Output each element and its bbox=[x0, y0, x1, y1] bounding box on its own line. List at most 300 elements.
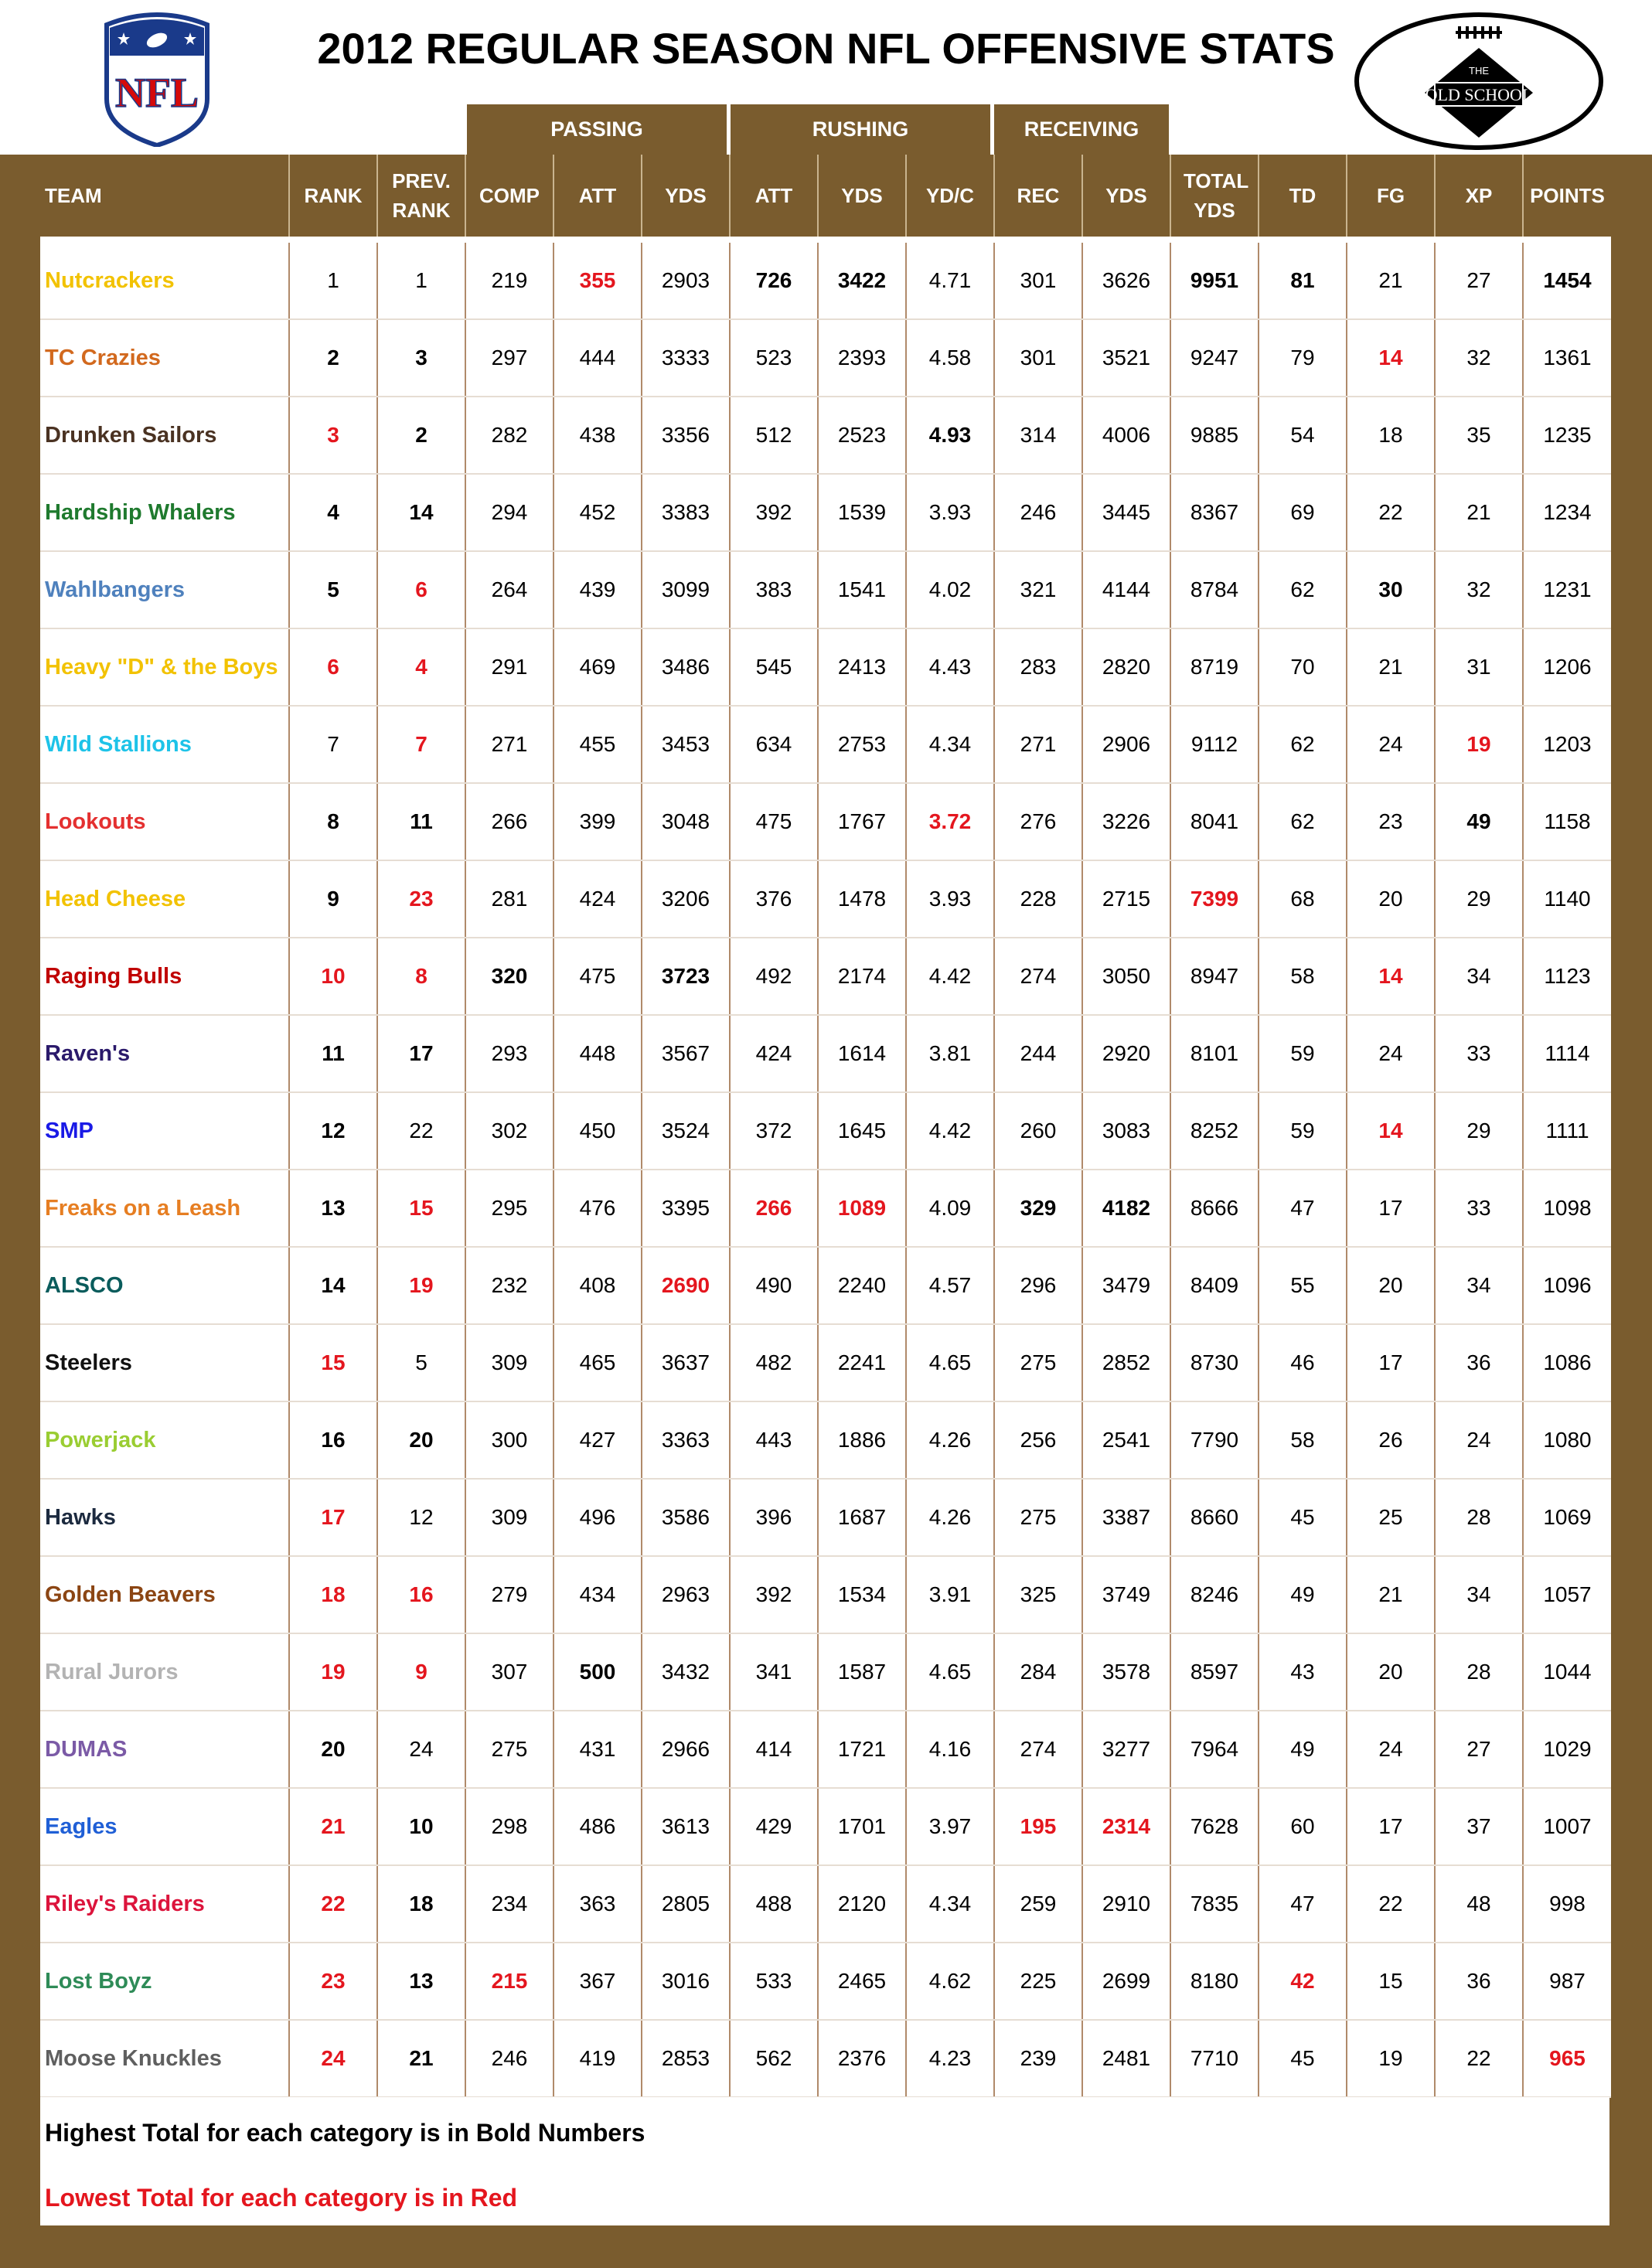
cell-rec-rec: 329 bbox=[994, 1170, 1082, 1247]
cell-xp: 21 bbox=[1435, 474, 1523, 551]
cell-rush-att: 392 bbox=[730, 474, 818, 551]
team-name: Powerjack bbox=[40, 1401, 289, 1479]
cell-total-yds: 8719 bbox=[1170, 628, 1259, 706]
cell-fg: 14 bbox=[1347, 938, 1435, 1015]
cell-rank: 2 bbox=[289, 319, 377, 397]
cell-xp: 36 bbox=[1435, 1324, 1523, 1401]
col-td: TD bbox=[1259, 155, 1347, 240]
cell-total-yds: 8947 bbox=[1170, 938, 1259, 1015]
cell-prev-rank: 5 bbox=[377, 1324, 465, 1401]
cell-td: 42 bbox=[1259, 1943, 1347, 2020]
cell-total-yds: 7710 bbox=[1170, 2020, 1259, 2097]
cell-pass-att: 455 bbox=[554, 706, 642, 783]
cell-xp: 22 bbox=[1435, 2020, 1523, 2097]
cell-points: 1234 bbox=[1523, 474, 1611, 551]
cell-rec-rec: 283 bbox=[994, 628, 1082, 706]
cell-pass-comp: 298 bbox=[465, 1788, 554, 1865]
col-xp: XP bbox=[1435, 155, 1523, 240]
cell-xp: 34 bbox=[1435, 1556, 1523, 1633]
cell-points: 1123 bbox=[1523, 938, 1611, 1015]
cell-rush-yds: 2240 bbox=[818, 1247, 906, 1324]
cell-pass-yds: 3432 bbox=[642, 1633, 730, 1711]
cell-fg: 30 bbox=[1347, 551, 1435, 628]
cell-rush-ydc: 4.57 bbox=[906, 1247, 994, 1324]
cell-pass-yds: 2963 bbox=[642, 1556, 730, 1633]
cell-xp: 32 bbox=[1435, 319, 1523, 397]
page-title: 2012 REGULAR SEASON NFL OFFENSIVE STATS bbox=[317, 24, 1335, 73]
cell-rec-yds: 4144 bbox=[1082, 551, 1170, 628]
cell-xp: 29 bbox=[1435, 860, 1523, 938]
cell-rush-att: 523 bbox=[730, 319, 818, 397]
cell-pass-yds: 3637 bbox=[642, 1324, 730, 1401]
cell-points: 1086 bbox=[1523, 1324, 1611, 1401]
cell-td: 69 bbox=[1259, 474, 1347, 551]
cell-pass-att: 431 bbox=[554, 1711, 642, 1788]
team-name: Head Cheese bbox=[40, 860, 289, 938]
cell-fg: 24 bbox=[1347, 1015, 1435, 1092]
cell-pass-comp: 232 bbox=[465, 1247, 554, 1324]
team-name: Wild Stallions bbox=[40, 706, 289, 783]
cell-rec-rec: 271 bbox=[994, 706, 1082, 783]
cell-pass-comp: 271 bbox=[465, 706, 554, 783]
cell-td: 60 bbox=[1259, 1788, 1347, 1865]
cell-rush-ydc: 4.26 bbox=[906, 1401, 994, 1479]
cell-pass-yds: 3723 bbox=[642, 938, 730, 1015]
cell-xp: 37 bbox=[1435, 1788, 1523, 1865]
table-row bbox=[40, 1247, 1611, 1324]
cell-pass-comp: 302 bbox=[465, 1092, 554, 1170]
cell-rush-att: 482 bbox=[730, 1324, 818, 1401]
cell-rush-ydc: 3.93 bbox=[906, 474, 994, 551]
cell-rec-rec: 301 bbox=[994, 240, 1082, 319]
cell-fg: 24 bbox=[1347, 1711, 1435, 1788]
cell-rec-yds: 3578 bbox=[1082, 1633, 1170, 1711]
cell-pass-yds: 2903 bbox=[642, 240, 730, 319]
col-rec-rec: REC bbox=[994, 155, 1082, 240]
team-name: Heavy "D" & the Boys bbox=[40, 628, 289, 706]
cell-td: 49 bbox=[1259, 1556, 1347, 1633]
cell-rank: 14 bbox=[289, 1247, 377, 1324]
cell-fg: 25 bbox=[1347, 1479, 1435, 1556]
cell-rec-yds: 2699 bbox=[1082, 1943, 1170, 2020]
cell-pass-att: 444 bbox=[554, 319, 642, 397]
cell-xp: 31 bbox=[1435, 628, 1523, 706]
cell-rank: 4 bbox=[289, 474, 377, 551]
team-name: Hardship Whalers bbox=[40, 474, 289, 551]
cell-pass-comp: 219 bbox=[465, 240, 554, 319]
cell-rush-att: 383 bbox=[730, 551, 818, 628]
cell-rec-yds: 2541 bbox=[1082, 1401, 1170, 1479]
cell-xp: 29 bbox=[1435, 1092, 1523, 1170]
cell-total-yds: 9247 bbox=[1170, 319, 1259, 397]
cell-total-yds: 7790 bbox=[1170, 1401, 1259, 1479]
cell-xp: 27 bbox=[1435, 1711, 1523, 1788]
table-row bbox=[40, 1092, 1611, 1170]
cell-points: 1096 bbox=[1523, 1247, 1611, 1324]
cell-rec-rec: 246 bbox=[994, 474, 1082, 551]
table-row bbox=[40, 783, 1611, 860]
table-row bbox=[40, 1556, 1611, 1633]
cell-rec-rec: 274 bbox=[994, 938, 1082, 1015]
team-name: DUMAS bbox=[40, 1711, 289, 1788]
cell-rank: 15 bbox=[289, 1324, 377, 1401]
cell-xp: 32 bbox=[1435, 551, 1523, 628]
team-name: SMP bbox=[40, 1092, 289, 1170]
cell-prev-rank: 7 bbox=[377, 706, 465, 783]
cell-rush-ydc: 3.93 bbox=[906, 860, 994, 938]
cell-rush-att: 396 bbox=[730, 1479, 818, 1556]
cell-xp: 24 bbox=[1435, 1401, 1523, 1479]
col-team: TEAM bbox=[45, 184, 102, 207]
team-name: Eagles bbox=[40, 1788, 289, 1865]
cell-rec-yds: 3050 bbox=[1082, 938, 1170, 1015]
cell-rush-ydc: 4.42 bbox=[906, 938, 994, 1015]
cell-prev-rank: 19 bbox=[377, 1247, 465, 1324]
cell-pass-att: 465 bbox=[554, 1324, 642, 1401]
cell-rush-ydc: 4.23 bbox=[906, 2020, 994, 2097]
cell-td: 45 bbox=[1259, 1479, 1347, 1556]
cell-points: 1203 bbox=[1523, 706, 1611, 783]
cell-prev-rank: 9 bbox=[377, 1633, 465, 1711]
cell-points: 1057 bbox=[1523, 1556, 1611, 1633]
cell-td: 49 bbox=[1259, 1711, 1347, 1788]
cell-prev-rank: 4 bbox=[377, 628, 465, 706]
cell-points: 1361 bbox=[1523, 319, 1611, 397]
cell-pass-att: 399 bbox=[554, 783, 642, 860]
cell-rec-yds: 3083 bbox=[1082, 1092, 1170, 1170]
cell-rec-rec: 275 bbox=[994, 1479, 1082, 1556]
cell-pass-comp: 281 bbox=[465, 860, 554, 938]
cell-rush-yds: 1614 bbox=[818, 1015, 906, 1092]
cell-pass-comp: 307 bbox=[465, 1633, 554, 1711]
old-school-football-logo bbox=[1351, 9, 1606, 153]
col-rank: RANK bbox=[289, 155, 377, 240]
cell-rec-yds: 2910 bbox=[1082, 1865, 1170, 1943]
cell-fg: 18 bbox=[1347, 397, 1435, 474]
cell-fg: 21 bbox=[1347, 240, 1435, 319]
cell-td: 59 bbox=[1259, 1015, 1347, 1092]
cell-rec-rec: 228 bbox=[994, 860, 1082, 938]
cell-pass-comp: 266 bbox=[465, 783, 554, 860]
cell-rec-yds: 3387 bbox=[1082, 1479, 1170, 1556]
cell-rush-ydc: 4.65 bbox=[906, 1633, 994, 1711]
cell-td: 58 bbox=[1259, 938, 1347, 1015]
cell-total-yds: 9112 bbox=[1170, 706, 1259, 783]
table-body bbox=[40, 240, 1611, 2097]
cell-points: 1114 bbox=[1523, 1015, 1611, 1092]
cell-rush-att: 634 bbox=[730, 706, 818, 783]
team-name: Freaks on a Leash bbox=[40, 1170, 289, 1247]
col-pass-att: ATT bbox=[554, 155, 642, 240]
cell-rec-yds: 2314 bbox=[1082, 1788, 1170, 1865]
cell-rush-att: 372 bbox=[730, 1092, 818, 1170]
cell-total-yds: 8367 bbox=[1170, 474, 1259, 551]
cell-prev-rank: 6 bbox=[377, 551, 465, 628]
cell-rec-yds: 3626 bbox=[1082, 240, 1170, 319]
table-row bbox=[40, 319, 1611, 397]
col-fg: FG bbox=[1347, 155, 1435, 240]
cell-prev-rank: 21 bbox=[377, 2020, 465, 2097]
cell-total-yds: 8660 bbox=[1170, 1479, 1259, 1556]
cell-td: 79 bbox=[1259, 319, 1347, 397]
cell-rec-rec: 301 bbox=[994, 319, 1082, 397]
cell-total-yds: 7399 bbox=[1170, 860, 1259, 938]
cell-rush-ydc: 4.43 bbox=[906, 628, 994, 706]
cell-rush-att: 545 bbox=[730, 628, 818, 706]
cell-pass-yds: 2853 bbox=[642, 2020, 730, 2097]
cell-rush-att: 429 bbox=[730, 1788, 818, 1865]
cell-td: 62 bbox=[1259, 706, 1347, 783]
table-row bbox=[40, 1633, 1611, 1711]
cell-pass-yds: 3613 bbox=[642, 1788, 730, 1865]
cell-total-yds: 8409 bbox=[1170, 1247, 1259, 1324]
cell-pass-att: 450 bbox=[554, 1092, 642, 1170]
cell-pass-yds: 3206 bbox=[642, 860, 730, 938]
svg-text:THE: THE bbox=[1469, 65, 1489, 77]
cell-fg: 22 bbox=[1347, 1865, 1435, 1943]
cell-rec-rec: 195 bbox=[994, 1788, 1082, 1865]
cell-rush-att: 341 bbox=[730, 1633, 818, 1711]
cell-xp: 34 bbox=[1435, 938, 1523, 1015]
cell-total-yds: 8730 bbox=[1170, 1324, 1259, 1401]
cell-rush-ydc: 4.34 bbox=[906, 1865, 994, 1943]
cell-rush-yds: 1587 bbox=[818, 1633, 906, 1711]
cell-rush-att: 376 bbox=[730, 860, 818, 938]
stats-table bbox=[40, 155, 1611, 2098]
cell-fg: 15 bbox=[1347, 1943, 1435, 2020]
cell-prev-rank: 10 bbox=[377, 1788, 465, 1865]
cell-total-yds: 8246 bbox=[1170, 1556, 1259, 1633]
cell-points: 1069 bbox=[1523, 1479, 1611, 1556]
cell-rec-yds: 3479 bbox=[1082, 1247, 1170, 1324]
cell-points: 1231 bbox=[1523, 551, 1611, 628]
cell-rank: 8 bbox=[289, 783, 377, 860]
cell-fg: 20 bbox=[1347, 1247, 1435, 1324]
cell-pass-att: 475 bbox=[554, 938, 642, 1015]
cell-pass-att: 486 bbox=[554, 1788, 642, 1865]
cell-rush-ydc: 4.71 bbox=[906, 240, 994, 319]
cell-rec-rec: 244 bbox=[994, 1015, 1082, 1092]
cell-rush-ydc: 4.26 bbox=[906, 1479, 994, 1556]
cell-pass-yds: 3383 bbox=[642, 474, 730, 551]
cell-rush-ydc: 3.97 bbox=[906, 1788, 994, 1865]
cell-points: 1098 bbox=[1523, 1170, 1611, 1247]
cell-rush-att: 475 bbox=[730, 783, 818, 860]
cell-pass-comp: 309 bbox=[465, 1324, 554, 1401]
cell-xp: 19 bbox=[1435, 706, 1523, 783]
cell-rank: 6 bbox=[289, 628, 377, 706]
cell-fg: 21 bbox=[1347, 628, 1435, 706]
cell-rush-ydc: 4.62 bbox=[906, 1943, 994, 2020]
cell-total-yds: 7835 bbox=[1170, 1865, 1259, 1943]
cell-rush-att: 488 bbox=[730, 1865, 818, 1943]
team-name: Raven's bbox=[40, 1015, 289, 1092]
cell-td: 55 bbox=[1259, 1247, 1347, 1324]
cell-xp: 34 bbox=[1435, 1247, 1523, 1324]
col-rush-yds: YDS bbox=[818, 155, 906, 240]
cell-points: 1029 bbox=[1523, 1711, 1611, 1788]
cell-prev-rank: 22 bbox=[377, 1092, 465, 1170]
cell-rush-ydc: 4.16 bbox=[906, 1711, 994, 1788]
cell-rec-yds: 4006 bbox=[1082, 397, 1170, 474]
cell-pass-att: 434 bbox=[554, 1556, 642, 1633]
cell-fg: 21 bbox=[1347, 1556, 1435, 1633]
cell-prev-rank: 18 bbox=[377, 1865, 465, 1943]
cell-td: 68 bbox=[1259, 860, 1347, 938]
cell-rank: 9 bbox=[289, 860, 377, 938]
cell-rush-ydc: 3.72 bbox=[906, 783, 994, 860]
cell-xp: 33 bbox=[1435, 1015, 1523, 1092]
cell-pass-att: 424 bbox=[554, 860, 642, 938]
cell-pass-att: 476 bbox=[554, 1170, 642, 1247]
col-pass-yds: YDS bbox=[642, 155, 730, 240]
cell-pass-comp: 320 bbox=[465, 938, 554, 1015]
cell-prev-rank: 15 bbox=[377, 1170, 465, 1247]
cell-total-yds: 9951 bbox=[1170, 240, 1259, 319]
cell-fg: 19 bbox=[1347, 2020, 1435, 2097]
cell-points: 1044 bbox=[1523, 1633, 1611, 1711]
cell-points: 1140 bbox=[1523, 860, 1611, 938]
cell-td: 62 bbox=[1259, 551, 1347, 628]
cell-xp: 28 bbox=[1435, 1479, 1523, 1556]
cell-xp: 35 bbox=[1435, 397, 1523, 474]
cell-fg: 22 bbox=[1347, 474, 1435, 551]
col-rush-att: ATT bbox=[730, 155, 818, 240]
table-row bbox=[40, 1788, 1611, 1865]
table-row bbox=[40, 1479, 1611, 1556]
cell-prev-rank: 3 bbox=[377, 319, 465, 397]
cell-rec-yds: 4182 bbox=[1082, 1170, 1170, 1247]
cell-pass-comp: 264 bbox=[465, 551, 554, 628]
cell-pass-yds: 3333 bbox=[642, 319, 730, 397]
cell-rush-yds: 2174 bbox=[818, 938, 906, 1015]
col-prev-rank bbox=[377, 155, 465, 240]
cell-td: 47 bbox=[1259, 1865, 1347, 1943]
cell-rush-yds: 2753 bbox=[818, 706, 906, 783]
cell-rush-yds: 2393 bbox=[818, 319, 906, 397]
cell-fg: 26 bbox=[1347, 1401, 1435, 1479]
cell-rec-rec: 325 bbox=[994, 1556, 1082, 1633]
cell-pass-comp: 246 bbox=[465, 2020, 554, 2097]
cell-pass-att: 355 bbox=[554, 240, 642, 319]
table-row bbox=[40, 1401, 1611, 1479]
group-passing: PASSING bbox=[467, 104, 727, 155]
cell-pass-yds: 2966 bbox=[642, 1711, 730, 1788]
cell-rush-yds: 2241 bbox=[818, 1324, 906, 1401]
team-name: Lost Boyz bbox=[40, 1943, 289, 2020]
cell-rank: 24 bbox=[289, 2020, 377, 2097]
table-row bbox=[40, 474, 1611, 551]
cell-rec-rec: 274 bbox=[994, 1711, 1082, 1788]
cell-rush-att: 726 bbox=[730, 240, 818, 319]
cell-rec-rec: 259 bbox=[994, 1865, 1082, 1943]
cell-rush-ydc: 4.09 bbox=[906, 1170, 994, 1247]
cell-rush-att: 512 bbox=[730, 397, 818, 474]
cell-pass-att: 367 bbox=[554, 1943, 642, 2020]
cell-total-yds: 8101 bbox=[1170, 1015, 1259, 1092]
cell-pass-comp: 215 bbox=[465, 1943, 554, 2020]
cell-rush-yds: 1478 bbox=[818, 860, 906, 938]
cell-fg: 17 bbox=[1347, 1788, 1435, 1865]
table-row bbox=[40, 1324, 1611, 1401]
cell-pass-att: 452 bbox=[554, 474, 642, 551]
cell-rush-yds: 1534 bbox=[818, 1556, 906, 1633]
cell-rush-att: 490 bbox=[730, 1247, 818, 1324]
cell-pass-yds: 3524 bbox=[642, 1092, 730, 1170]
cell-points: 998 bbox=[1523, 1865, 1611, 1943]
cell-prev-rank: 11 bbox=[377, 783, 465, 860]
table-row bbox=[40, 938, 1611, 1015]
table-row bbox=[40, 1711, 1611, 1788]
cell-rec-yds: 3226 bbox=[1082, 783, 1170, 860]
legend-notes bbox=[40, 2097, 1609, 2225]
cell-prev-rank: 8 bbox=[377, 938, 465, 1015]
cell-rush-ydc: 4.65 bbox=[906, 1324, 994, 1401]
cell-points: 1080 bbox=[1523, 1401, 1611, 1479]
cell-td: 58 bbox=[1259, 1401, 1347, 1479]
cell-rush-yds: 1767 bbox=[818, 783, 906, 860]
cell-rec-yds: 2920 bbox=[1082, 1015, 1170, 1092]
cell-total-yds: 8252 bbox=[1170, 1092, 1259, 1170]
cell-total-yds: 7628 bbox=[1170, 1788, 1259, 1865]
cell-rush-yds: 1645 bbox=[818, 1092, 906, 1170]
cell-pass-yds: 3048 bbox=[642, 783, 730, 860]
cell-prev-rank: 12 bbox=[377, 1479, 465, 1556]
cell-prev-rank: 23 bbox=[377, 860, 465, 938]
cell-rush-ydc: 4.93 bbox=[906, 397, 994, 474]
cell-total-yds: 8180 bbox=[1170, 1943, 1259, 2020]
col-points: POINTS bbox=[1523, 155, 1611, 240]
cell-rank: 12 bbox=[289, 1092, 377, 1170]
table-row bbox=[40, 1943, 1611, 2020]
cell-rank: 22 bbox=[289, 1865, 377, 1943]
cell-pass-yds: 3356 bbox=[642, 397, 730, 474]
cell-pass-comp: 309 bbox=[465, 1479, 554, 1556]
cell-rush-yds: 2120 bbox=[818, 1865, 906, 1943]
cell-pass-comp: 275 bbox=[465, 1711, 554, 1788]
table-row bbox=[40, 1170, 1611, 1247]
note-red-lowest: Lowest Total for each category is in Red bbox=[45, 2184, 518, 2212]
cell-prev-rank: 17 bbox=[377, 1015, 465, 1092]
cell-rec-yds: 2715 bbox=[1082, 860, 1170, 938]
cell-fg: 14 bbox=[1347, 1092, 1435, 1170]
cell-rush-att: 443 bbox=[730, 1401, 818, 1479]
cell-xp: 48 bbox=[1435, 1865, 1523, 1943]
cell-rec-rec: 275 bbox=[994, 1324, 1082, 1401]
cell-points: 1007 bbox=[1523, 1788, 1611, 1865]
cell-total-yds: 8666 bbox=[1170, 1170, 1259, 1247]
cell-pass-att: 500 bbox=[554, 1633, 642, 1711]
svg-text:OLD SCHOOL: OLD SCHOOL bbox=[1425, 85, 1533, 104]
cell-rush-yds: 2465 bbox=[818, 1943, 906, 2020]
cell-rush-yds: 3422 bbox=[818, 240, 906, 319]
cell-rank: 18 bbox=[289, 1556, 377, 1633]
cell-rank: 13 bbox=[289, 1170, 377, 1247]
cell-rush-att: 492 bbox=[730, 938, 818, 1015]
cell-rush-yds: 1886 bbox=[818, 1401, 906, 1479]
cell-prev-rank: 20 bbox=[377, 1401, 465, 1479]
cell-rush-yds: 1701 bbox=[818, 1788, 906, 1865]
cell-fg: 17 bbox=[1347, 1170, 1435, 1247]
team-name: Rural Jurors bbox=[40, 1633, 289, 1711]
team-name: Lookouts bbox=[40, 783, 289, 860]
cell-rush-yds: 1089 bbox=[818, 1170, 906, 1247]
cell-pass-comp: 297 bbox=[465, 319, 554, 397]
cell-rec-rec: 314 bbox=[994, 397, 1082, 474]
cell-rec-yds: 3445 bbox=[1082, 474, 1170, 551]
cell-points: 1206 bbox=[1523, 628, 1611, 706]
cell-pass-att: 427 bbox=[554, 1401, 642, 1479]
